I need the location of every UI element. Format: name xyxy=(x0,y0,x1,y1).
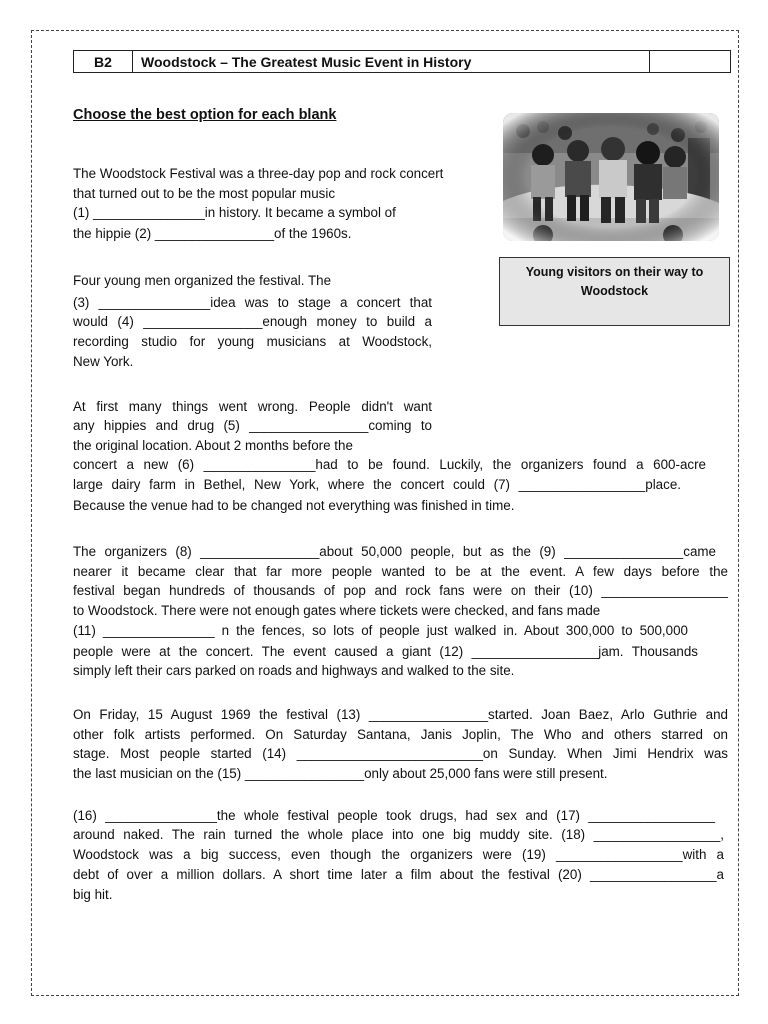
text-line: the hippie (2) ________________of the 1960s. xyxy=(73,226,352,241)
crowd-photo-icon xyxy=(503,113,719,241)
text-line: nearer it became clear that far more people wanted to be at the event. A few days before the xyxy=(73,564,728,579)
text-line: the last musician on the (15) ________________only about 25,000 fans were still present. xyxy=(73,766,608,781)
text-line: Because the venue had to be changed not everything was finished in time. xyxy=(73,498,515,513)
text-line: debt of over a million dollars. A short time later a film about the festival (20) _________________a xyxy=(73,867,724,882)
text-line: The organizers (8) ________________about 50,000 people, but as the (9) ________________came xyxy=(73,544,716,559)
text-line: recording studio for young musicians at Woodstock, xyxy=(73,334,432,349)
text-line: Woodstock was a big success, even though the organizers were (19) _________________with a xyxy=(73,847,724,862)
worksheet-title: Woodstock – The Greatest Music Event in History xyxy=(133,51,650,72)
text-line: big hit. xyxy=(73,887,113,902)
text-line: New York. xyxy=(73,354,134,369)
text-line: stage. Most people started (14) _________________________on Sunday. When Jimi Hendrix was xyxy=(73,746,728,761)
text-line: around naked. The rain turned the whole place into one big muddy site. (18) _________________, xyxy=(73,827,724,842)
text-line: (3) _______________idea was to stage a concert that xyxy=(73,295,432,310)
text-line: At first many things went wrong. People didn't want xyxy=(73,399,432,414)
caption-line: Woodstock xyxy=(580,284,649,298)
text-line: to Woodstock. There were not enough gates where tickets were checked, and fans made xyxy=(73,603,601,618)
text-line: On Friday, 15 August 1969 the festival (13) ________________started. Joan Baez, Arlo Guthrie and xyxy=(73,707,728,722)
text-line: simply left their cars parked on roads and highways and walked to the site. xyxy=(73,663,515,678)
text-line: festival began hundreds of thousands of pop and rock fans were on their (10) _________________ xyxy=(73,583,728,598)
worksheet-header xyxy=(73,50,731,73)
instruction-heading: Choose the best option for each blank xyxy=(73,107,337,123)
woodstock-photo xyxy=(503,113,719,241)
text-line: (16) _______________the whole festival people took drugs, had sex and (17) _________________ xyxy=(73,808,715,823)
text-line: any hippies and drug (5) ________________coming to xyxy=(73,418,432,433)
text-line: (1) _______________in history. It became a symbol of xyxy=(73,205,396,220)
text-line: The Woodstock Festival was a three-day pop and rock concert xyxy=(73,166,444,181)
text-line: people were at the concert. The event caused a giant (12) _________________jam. Thousands xyxy=(73,644,698,659)
photo-caption xyxy=(499,257,730,326)
text-line: concert a new (6) _______________had to be found. Luckily, the organizers found a 600-acre xyxy=(73,457,706,472)
text-line: the original location. About 2 months before the xyxy=(73,438,353,453)
text-line: (11) _______________ n the fences, so lots of people just walked in. About 300,000 to 500,000 xyxy=(73,623,688,638)
level-badge: B2 xyxy=(74,51,133,72)
text-line: other folk artists performed. On Saturday Santana, Janis Joplin, The Who and others starred on xyxy=(73,727,728,742)
text-line: Four young men organized the festival. The xyxy=(73,273,332,288)
text-line: would (4) ________________enough money to build a xyxy=(73,314,432,329)
score-cell xyxy=(650,51,730,72)
text-line: that turned out to be the most popular music xyxy=(73,186,336,201)
text-line: large dairy farm in Bethel, New York, where the concert could (7) _________________place. xyxy=(73,477,681,492)
caption-line: Young visitors on their way to xyxy=(525,265,704,279)
